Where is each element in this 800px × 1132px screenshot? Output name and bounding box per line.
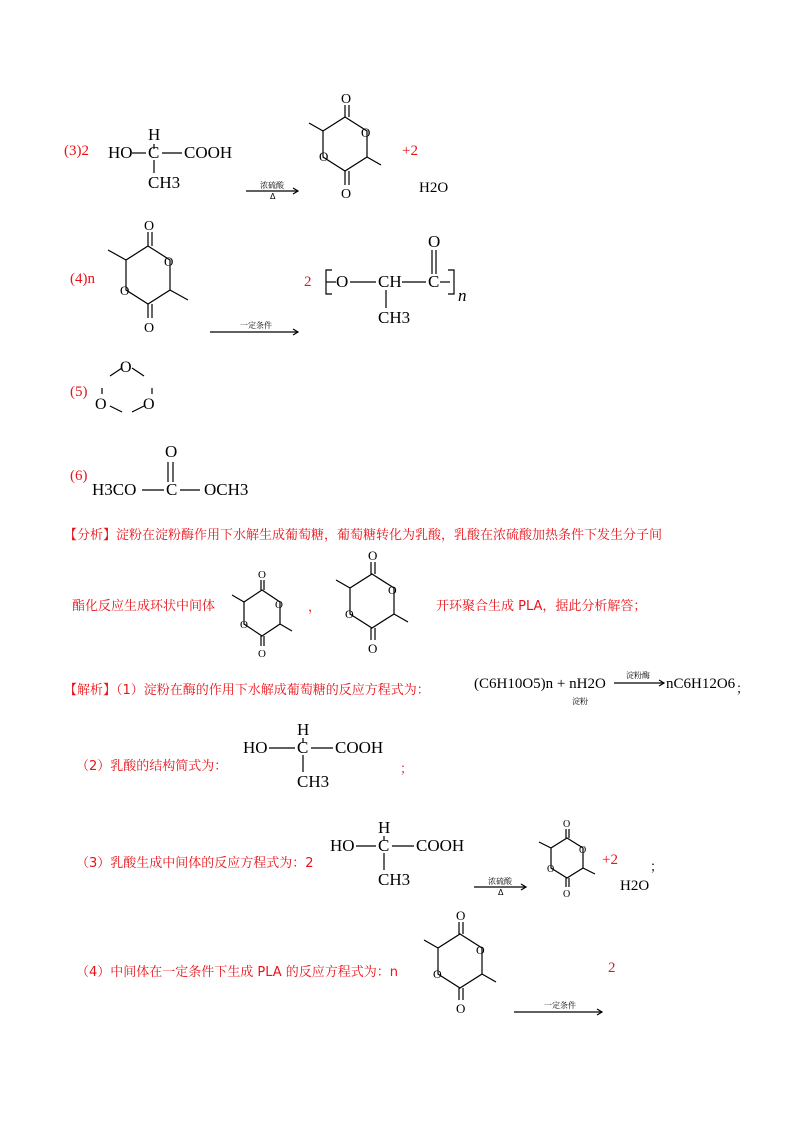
item3-water: H2O bbox=[419, 180, 449, 196]
lactic-acid-structure-3: HO H C COOH CH3 bbox=[330, 818, 465, 889]
svg-text:O: O bbox=[563, 889, 571, 900]
item3-label: (3)2 bbox=[64, 143, 89, 159]
eq1-left: (C6H10O5)n + nH2O bbox=[474, 676, 606, 692]
svg-text:O: O bbox=[456, 908, 466, 923]
arrow-item4: 一定条件 bbox=[210, 320, 300, 340]
arrow-item3: 浓硫酸 Δ bbox=[246, 180, 300, 204]
lactide-ring-analysis-1 bbox=[226, 568, 296, 668]
arrow-step4: 一定条件 bbox=[514, 1000, 604, 1020]
svg-text:O: O bbox=[368, 641, 378, 656]
svg-text:O: O bbox=[579, 845, 587, 856]
lactide-ring-analysis-2 bbox=[328, 550, 418, 660]
svg-text:O: O bbox=[341, 92, 352, 107]
solution-step-3: （3）乳酸生成中间体的反应方程式为：2 bbox=[76, 856, 314, 871]
analysis-comma: ， bbox=[308, 600, 322, 615]
svg-text:O: O bbox=[258, 648, 266, 660]
arrow-step3: 浓硫酸 Δ bbox=[474, 876, 528, 900]
svg-text:O: O bbox=[120, 359, 132, 376]
analysis-line-2a: 酯化反应生成环状中间体 bbox=[72, 599, 216, 614]
step4-coef: 2 bbox=[608, 960, 616, 976]
solution-step-4: （4）中间体在一定条件下生成 PLA 的反应方程式为：n bbox=[76, 965, 399, 980]
svg-text:O: O bbox=[144, 219, 155, 234]
solution-line-1 bbox=[64, 679, 430, 698]
svg-text:O: O bbox=[563, 819, 571, 830]
eq1-right: nC6H12O6 bbox=[666, 676, 736, 692]
step3-plus: +2 bbox=[602, 852, 618, 868]
lactide-ring-1 bbox=[305, 92, 385, 205]
analysis-line-1 bbox=[64, 524, 662, 543]
solution-head: 【解析】 bbox=[64, 683, 117, 698]
solution-step-1: （1）淀粉在酶的作用下水解成葡萄糖的反应方程式为： bbox=[116, 683, 430, 698]
svg-text:O: O bbox=[361, 125, 371, 140]
equation-1 bbox=[474, 670, 750, 706]
item5-label: (5) bbox=[70, 384, 88, 400]
svg-text:O: O bbox=[547, 864, 555, 875]
eq1-cond: 淀粉酶 bbox=[626, 671, 650, 680]
svg-text:O: O bbox=[341, 187, 352, 202]
trioxane-ring bbox=[92, 354, 162, 424]
analysis-line-2b: 开环聚合生成 PLA，据此分析解答； bbox=[436, 599, 647, 614]
c-atom: C bbox=[148, 143, 160, 162]
svg-text:O: O bbox=[275, 599, 283, 611]
item3-plus: +2 bbox=[402, 143, 418, 159]
cooh-group: COOH bbox=[184, 143, 233, 162]
svg-text:O: O bbox=[388, 583, 397, 597]
svg-text:O: O bbox=[95, 396, 107, 413]
eq1-semicolon: ； bbox=[736, 682, 750, 697]
analysis-head: 【分析】 bbox=[64, 528, 117, 543]
svg-text:O: O bbox=[368, 548, 378, 563]
lactide-ring-step3 bbox=[533, 818, 603, 908]
pla-polymer-1: O CH C O CH3 n bbox=[322, 232, 482, 332]
dimethyl-carbonate: O H3CO C OCH3 bbox=[92, 442, 249, 499]
ch3-group: CH3 bbox=[148, 173, 181, 192]
svg-text:O: O bbox=[456, 1001, 466, 1016]
item6-label: (6) bbox=[70, 468, 88, 484]
svg-text:O: O bbox=[476, 943, 485, 957]
step3-water: H2O bbox=[620, 878, 650, 894]
svg-text:O: O bbox=[258, 569, 266, 581]
lactic-bonds bbox=[108, 127, 238, 197]
h-atom: H bbox=[148, 125, 161, 144]
lactic-acid-structure-2: HO H C COOH CH3 bbox=[243, 720, 384, 791]
item4-coef: 2 bbox=[304, 274, 312, 290]
eq1-under: 淀粉 bbox=[572, 697, 588, 706]
svg-text:O: O bbox=[319, 149, 329, 164]
solution-step-2: （2）乳酸的结构简式为： bbox=[76, 759, 228, 774]
svg-text:O: O bbox=[143, 396, 155, 413]
analysis-text-1: 淀粉在淀粉酶作用下水解生成葡萄糖，葡萄糖转化为乳酸，乳酸在浓硫酸加热条件下发生分子间 bbox=[116, 528, 663, 543]
svg-text:O: O bbox=[120, 283, 130, 298]
item4-label: (4)n bbox=[70, 271, 95, 287]
lactide-ring-2 bbox=[100, 220, 190, 340]
ho-group: HO bbox=[108, 143, 133, 162]
svg-text:O: O bbox=[144, 321, 155, 336]
svg-text:O: O bbox=[240, 619, 248, 631]
svg-text:O: O bbox=[433, 967, 442, 981]
lactide-ring-step4 bbox=[414, 910, 504, 1020]
step3-semicolon: ； bbox=[650, 860, 664, 875]
svg-text:O: O bbox=[164, 254, 174, 269]
step2-semicolon: ； bbox=[400, 762, 414, 777]
lactic-acid-structure-1 bbox=[108, 127, 238, 197]
svg-text:O: O bbox=[345, 607, 354, 621]
